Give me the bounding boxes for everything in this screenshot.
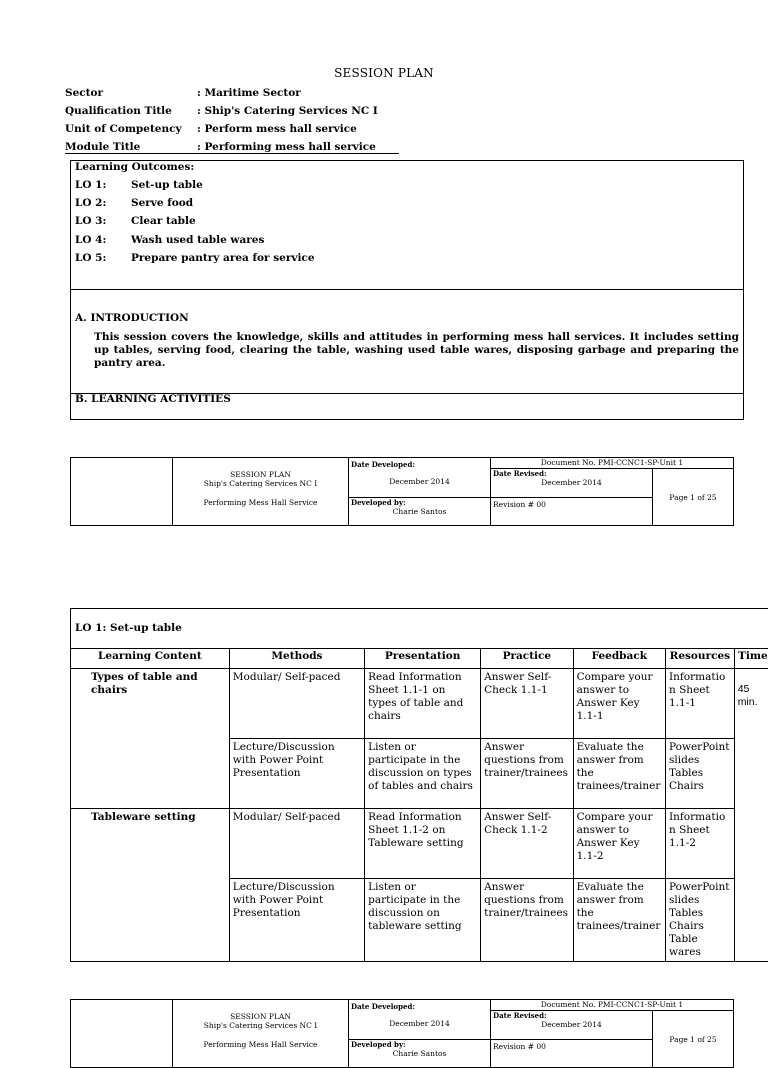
learning-outcomes-heading: Learning Outcomes: — [75, 161, 194, 173]
resources-cell: Informatio n Sheet 1.1-2 — [666, 809, 735, 879]
meta-unit: Unit of Competency : Perform mess hall service — [65, 123, 357, 135]
feedback-cell: Evaluate the answer from the trainees/trainer — [573, 879, 665, 962]
content-cell: Tableware setting — [71, 809, 230, 962]
footer-date-developed: December 2014 — [349, 477, 490, 486]
table-row — [71, 809, 768, 879]
footer-date-developed: December 2014 — [349, 1019, 490, 1028]
footer-revision: Revision # 00 — [491, 1040, 653, 1068]
activities-heading: B. LEARNING ACTIVITIES — [75, 393, 231, 405]
meta-qualification: Qualification Title : Ship's Catering Services NC I — [65, 105, 378, 117]
footer-table-repeat — [70, 999, 734, 1068]
footer-qualification: Ship's Catering Services NC I — [173, 479, 348, 488]
footer-date-revised: December 2014 — [491, 478, 652, 487]
lo-item: LO 1: Set-up table — [75, 179, 203, 191]
presentation-cell: Listen or participate in the discussion on types of tables and chairs — [365, 739, 481, 809]
footer-date-developed-cell — [349, 1000, 491, 1040]
footer-developed-by: Charie Santos — [349, 1049, 490, 1058]
lo-item: LO 2: Serve food — [75, 197, 193, 209]
footer-document-no: Document No. PMI-CCNC1-SP-Unit 1 — [491, 1000, 734, 1011]
footer-date-revised-label: Date Revised: — [491, 1011, 652, 1020]
introduction-heading: A. INTRODUCTION — [75, 312, 189, 324]
col-learning-content: Learning Content — [71, 649, 230, 669]
presentation-cell: Read Information Sheet 1.1-2 on Tableware setting — [365, 809, 481, 879]
col-practice: Practice — [481, 649, 573, 669]
lo-item: LO 3: Clear table — [75, 215, 196, 227]
footer-page: Page 1 of 25 — [653, 1011, 734, 1068]
resources-cell: Informatio n Sheet 1.1-1 — [666, 669, 735, 739]
col-resources: Resources — [666, 649, 735, 669]
meta-module: Module Title : Performing mess hall service — [65, 141, 376, 153]
col-feedback: Feedback — [573, 649, 665, 669]
col-time: Time — [734, 649, 768, 669]
divider-intro — [70, 289, 744, 290]
footer-date-revised-label: Date Revised: — [491, 469, 652, 478]
resources-cell: PowerPoint slides Tables Chairs — [666, 739, 735, 809]
presentation-cell: Read Information Sheet 1.1-1 on types of table and chairs — [365, 669, 481, 739]
col-presentation: Presentation — [365, 649, 481, 669]
presentation-cell: Listen or participate in the discussion on tableware setting — [365, 879, 481, 962]
footer-page: Page 1 of 25 — [653, 469, 734, 526]
footer-developed-by-label: Developed by: — [349, 1040, 490, 1049]
footer-revision: Revision # 00 — [491, 498, 653, 526]
methods-cell: Lecture/Discussion with Power Point Presentation — [229, 879, 364, 962]
lo-item: LO 4: Wash used table wares — [75, 234, 264, 246]
footer-table — [70, 457, 734, 526]
footer-module: Performing Mess Hall Service — [173, 498, 348, 507]
practice-cell: Answer questions from trainer/trainees — [481, 739, 573, 809]
feedback-cell: Compare your answer to Answer Key 1.1-1 — [573, 669, 665, 739]
introduction-body: This session covers the knowledge, skills and attitudes in performing mess hall services. It includes setting up tables, serving food, clearing the table, washing used table wares, disposing garbage and preparing the pantry area. — [94, 331, 739, 370]
content-cell: Types of table and chairs — [71, 669, 230, 809]
footer-date-developed-cell — [349, 458, 491, 498]
feedback-cell: Compare your answer to Answer Key 1.1-2 — [573, 809, 665, 879]
methods-cell: Lecture/Discussion with Power Point Presentation — [229, 739, 364, 809]
page-title: SESSION PLAN — [0, 66, 768, 80]
col-methods: Methods — [229, 649, 364, 669]
footer-developed-by-cell — [349, 1040, 491, 1068]
resources-cell: PowerPoint slides Tables Chairs Table wares — [666, 879, 735, 962]
footer-logo-cell — [71, 1000, 173, 1068]
footer-date-developed-label: Date Developed: — [349, 458, 490, 471]
lo1-table — [70, 648, 768, 962]
table-row — [71, 669, 768, 739]
footer-module: Performing Mess Hall Service — [173, 1040, 348, 1049]
footer-plan-label: SESSION PLAN — [173, 470, 348, 479]
footer-plan-label: SESSION PLAN — [173, 1012, 348, 1021]
footer-logo-cell — [71, 458, 173, 526]
footer-title-cell — [173, 1000, 349, 1068]
meta-underline — [65, 153, 399, 154]
practice-cell: Answer questions from trainer/trainees — [481, 879, 573, 962]
lo1-heading: LO 1: Set-up table — [75, 622, 182, 634]
practice-cell: Answer Self-Check 1.1-1 — [481, 669, 573, 739]
footer-title-cell — [173, 458, 349, 526]
time-cell: 45 min. — [734, 669, 768, 962]
methods-cell: Modular/ Self-paced — [229, 669, 364, 739]
footer-date-revised: December 2014 — [491, 1020, 652, 1029]
footer-date-developed-label: Date Developed: — [349, 1000, 490, 1013]
feedback-cell: Evaluate the answer from the trainees/trainer — [573, 739, 665, 809]
footer-date-revised-cell — [491, 1011, 653, 1040]
meta-sector: Sector : Maritime Sector — [65, 87, 301, 99]
footer-developed-by-label: Developed by: — [349, 498, 490, 507]
lo-item: LO 5: Prepare pantry area for service — [75, 252, 315, 264]
footer-qualification: Ship's Catering Services NC I — [173, 1021, 348, 1030]
footer-developed-by: Charie Santos — [349, 507, 490, 516]
footer-date-revised-cell — [491, 469, 653, 498]
practice-cell: Answer Self-Check 1.1-2 — [481, 809, 573, 879]
footer-developed-by-cell — [349, 498, 491, 526]
methods-cell: Modular/ Self-paced — [229, 809, 364, 879]
footer-document-no: Document No. PMI-CCNC1-SP-Unit 1 — [491, 458, 734, 469]
